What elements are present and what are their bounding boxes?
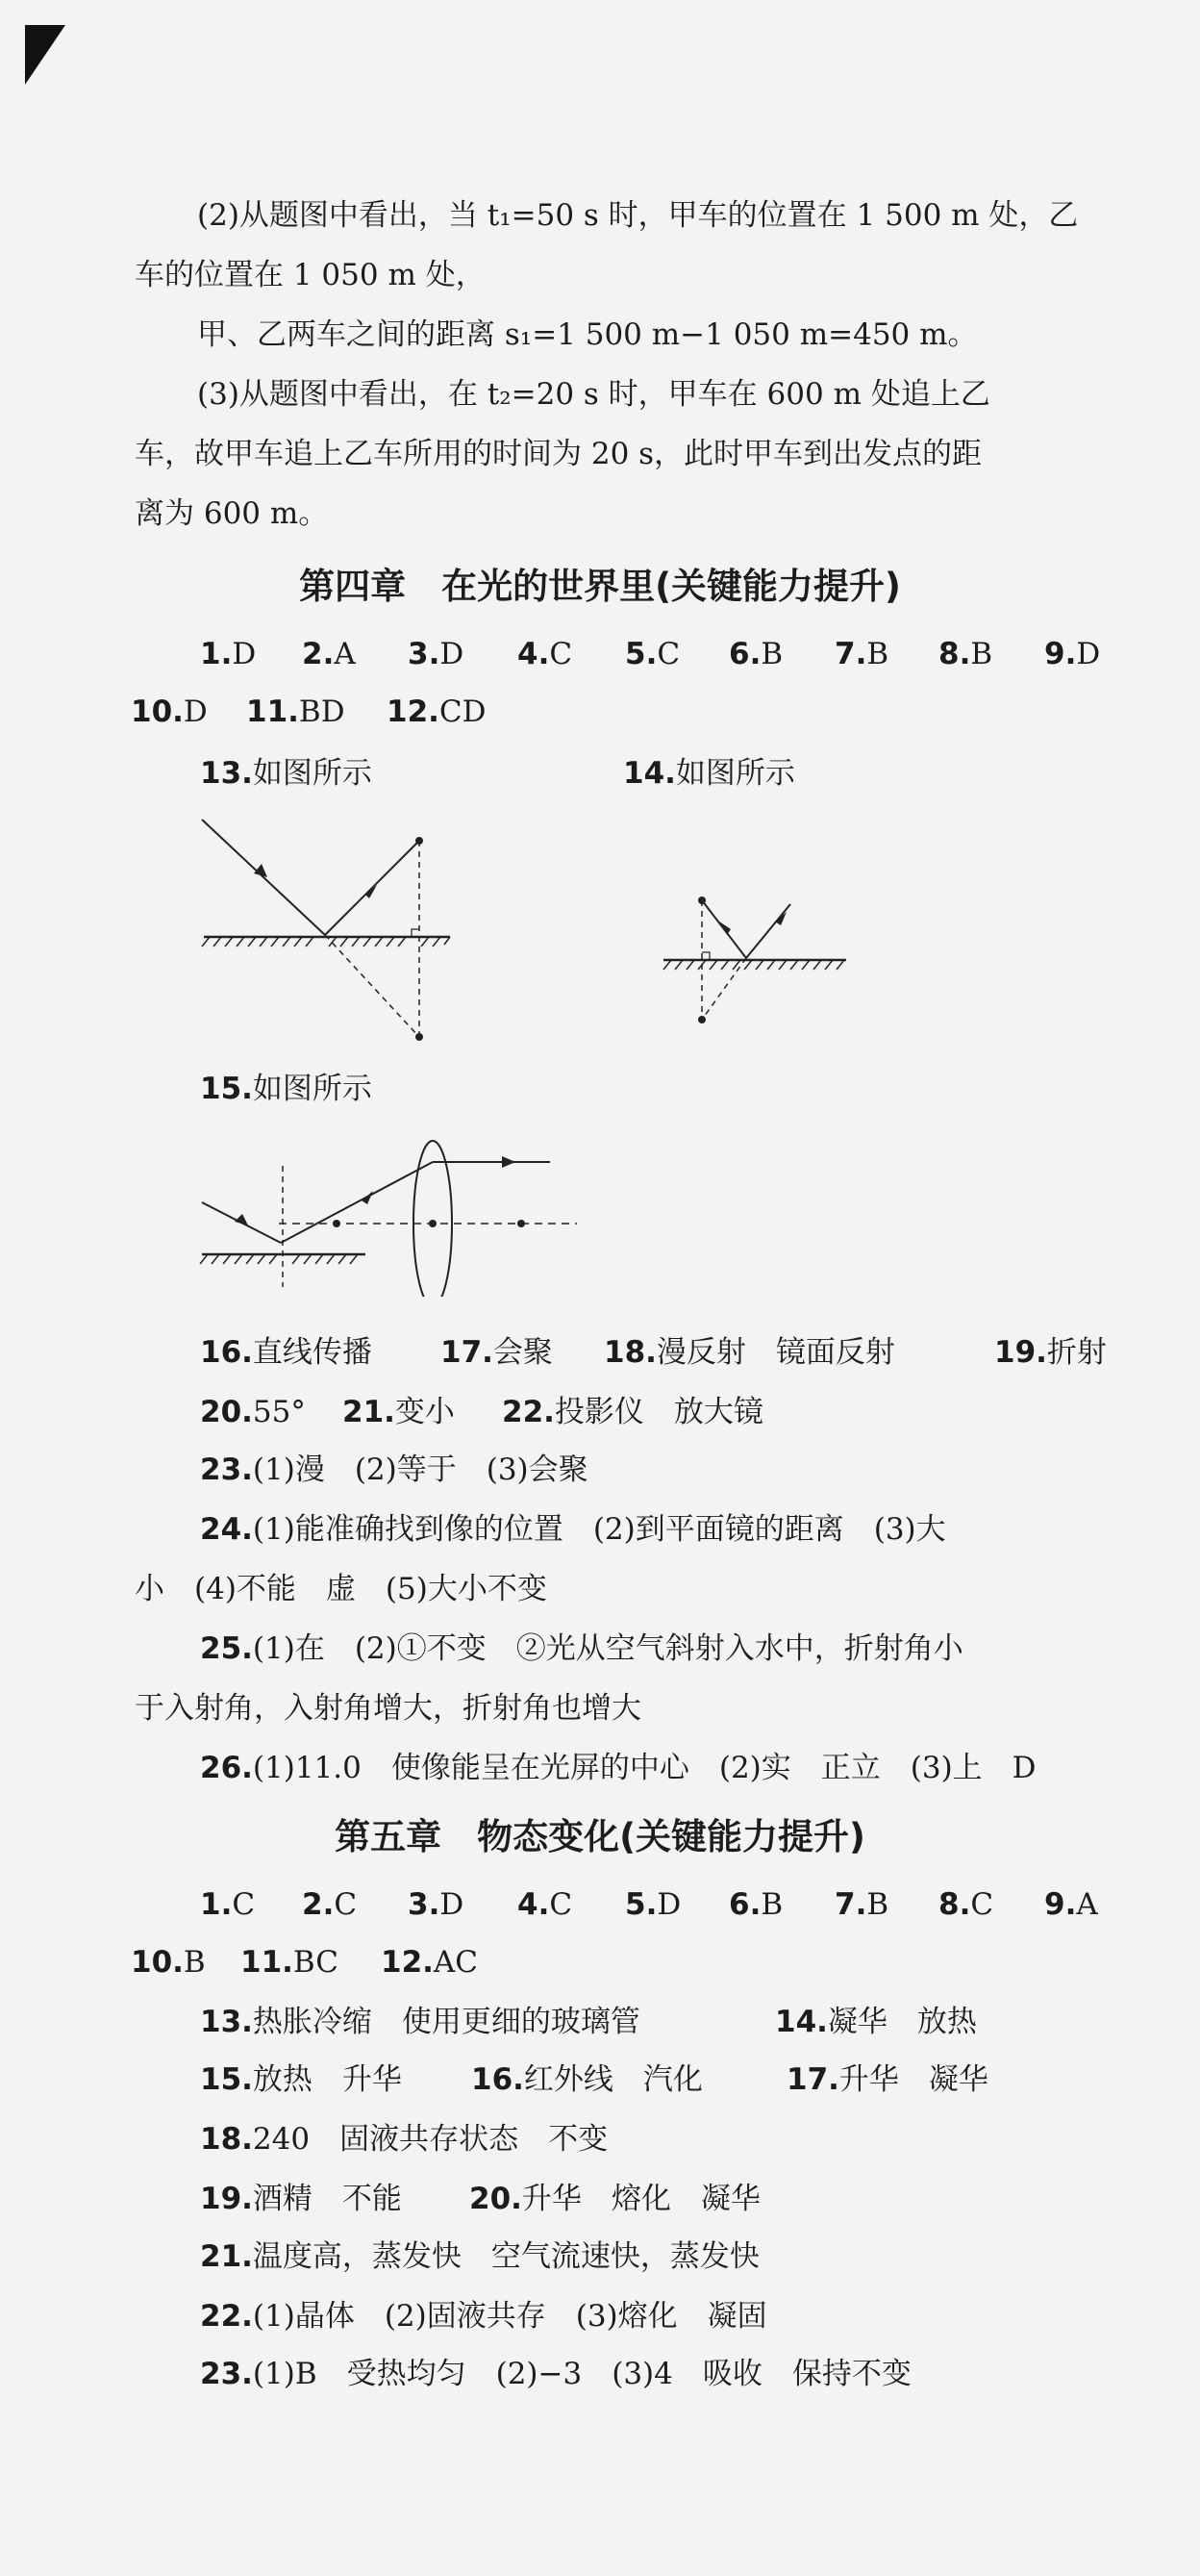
chapter-title: 第四章 在光的世界里(关键能力提升) — [299, 566, 901, 607]
figure-14-reflection — [615, 875, 894, 1068]
corner-marker — [25, 25, 65, 85]
text-line: 甲、乙两车之间的距离 s₁=1 500 m−1 050 m=450 m。 — [197, 317, 978, 352]
text-line: (3)从题图中看出，在 t₂=20 s 时，甲车在 600 m 处追上乙 — [197, 377, 990, 412]
text-line: 离为 600 m。 — [135, 496, 329, 531]
text-line: 车的位置在 1 050 m 处， — [135, 258, 486, 292]
chapter-title: 第五章 物态变化(关键能力提升) — [335, 1816, 865, 1857]
answer-line-24-cont: 小 (4)不能 虚 (5)大小不变 — [135, 1572, 547, 1606]
text-line: 车，故甲车追上乙车所用的时间为 20 s，此时甲车到出发点的距 — [135, 437, 983, 471]
figure-15-lens — [192, 1124, 596, 1297]
figure-13-reflection — [192, 808, 471, 1068]
text-line: (2)从题图中看出，当 t₁=50 s 时，甲车的位置在 1 500 m 处，乙 — [197, 198, 1079, 233]
answer-line-25-cont: 于入射角，入射角增大，折射角也增大 — [135, 1691, 641, 1726]
